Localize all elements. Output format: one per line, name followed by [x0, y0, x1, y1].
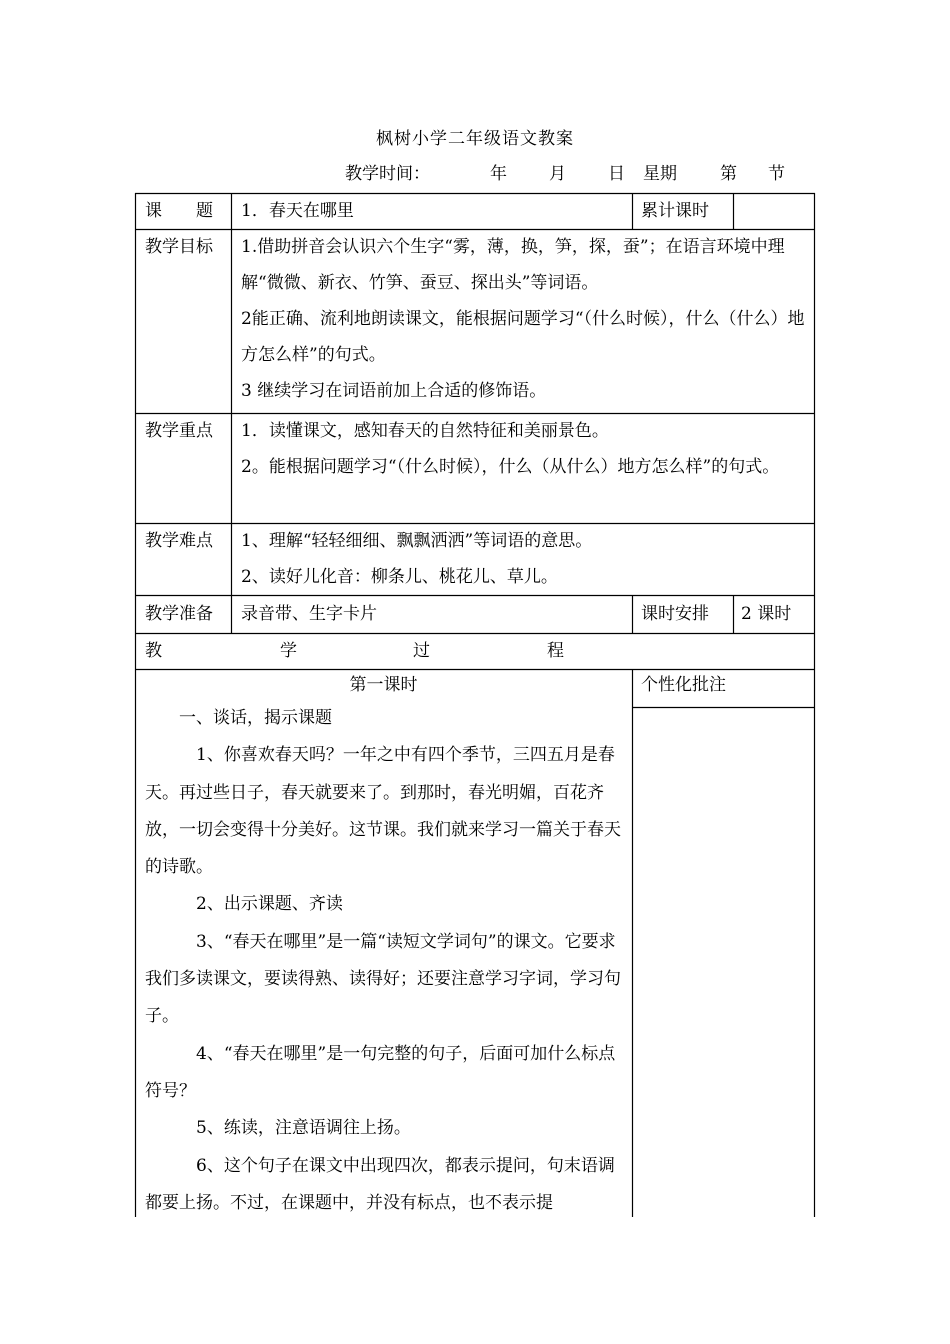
preparation-value: 录音带、生字卡片 — [241, 604, 377, 624]
key-points-content — [241, 413, 811, 485]
goal-item: 2能正确、流利地朗读课文，能根据问题学习“（什么时候），什么（什么）地方怎么样”的句式。 — [241, 309, 805, 365]
personal-notes-label: 个性化批注 — [641, 675, 726, 695]
cumulative-hours-label: 累计课时 — [641, 201, 709, 221]
weekday-label: 星期 — [643, 164, 677, 184]
key-point-item: 1．读懂课文，感知春天的自然特征和美丽景色。 — [241, 421, 609, 441]
lesson-paragraph: 2、出示课题、齐读 — [196, 894, 343, 915]
period-prefix: 第 — [720, 164, 737, 184]
lesson-title: 第一课时 — [349, 675, 418, 695]
year-label: 年 — [490, 164, 507, 184]
lesson-paragraph: 5、练读，注意语调往上扬。 — [196, 1118, 411, 1139]
goals-label: 教学目标 — [145, 237, 213, 257]
goal-item: 3 继续学习在词语前加上合适的修饰语。 — [241, 381, 547, 401]
schedule-value: 2 课时 — [741, 604, 792, 624]
preparation-label: 教学准备 — [145, 604, 213, 624]
lesson-paragraph: 6、这个句子在课文中出现四次，都表示提问，句末语调都要上扬。不过，在课题中，并没有标点，也不表示提 — [145, 1155, 615, 1213]
topic-value: 1．春天在哪里 — [241, 201, 354, 221]
lesson-body — [145, 700, 625, 1222]
section-heading: 一、谈话，揭示课题 — [179, 708, 332, 728]
goal-item: 1.借助拼音会认识六个生字“雾，薄，换，笋，探，蚕”；在语言环境中理解“微微、新衣、竹笋、蚕豆、探出头”等词语。 — [241, 237, 785, 293]
process-header-char: 程 — [547, 641, 564, 661]
month-label: 月 — [549, 164, 566, 184]
document-title: 枫树小学二年级语文教案 — [376, 129, 574, 149]
process-header-char: 学 — [280, 641, 297, 661]
difficulties-label: 教学难点 — [145, 531, 213, 551]
process-header-char: 教 — [145, 641, 162, 661]
day-label: 日 — [608, 164, 625, 184]
schedule-label: 课时安排 — [641, 604, 709, 624]
time-label: 教学时间： — [345, 164, 430, 184]
difficulty-item: 2、读好儿化音：柳条儿、桃花儿、草儿。 — [241, 567, 558, 587]
lesson-paragraph: 4、“春天在哪里”是一句完整的句子，后面可加什么标点符号？ — [145, 1043, 616, 1101]
period-suffix: 节 — [768, 164, 785, 184]
process-header-char: 过 — [413, 641, 430, 661]
goals-content — [241, 229, 811, 409]
topic-label: 课 题 — [145, 201, 213, 221]
difficulty-item: 1、理解“轻轻细细、飘飘洒洒”等词语的意思。 — [241, 531, 593, 551]
lesson-paragraph: 1、你喜欢春天吗？一年之中有四个季节，三四五月是春天。再过些日子，春天就要来了。到那时，春光明媚，百花齐放，一切会变得十分美好。这节课。我们就来学习一篇关于春天的诗歌。 — [145, 745, 621, 878]
key-points-label: 教学重点 — [145, 421, 213, 441]
lesson-paragraph: 3、“春天在哪里”是一篇“读短文学词句”的课文。它要求我们多读课文，要读得熟、读得好；还要注意学习字词，学习句子。 — [145, 931, 621, 1027]
difficulties-content — [241, 523, 811, 595]
key-point-item: 2。能根据问题学习“（什么时候），什么（从什么）地方怎么样”的句式。 — [241, 457, 780, 477]
